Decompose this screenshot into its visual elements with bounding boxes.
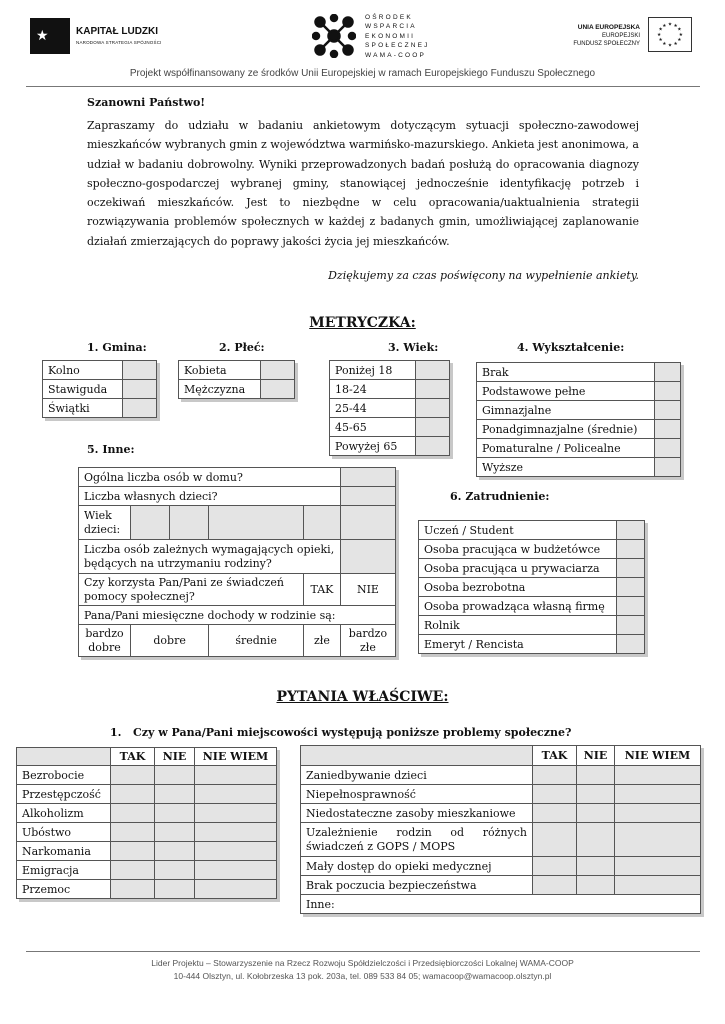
answer-nie-wiem[interactable]: [615, 857, 701, 876]
answer-tak[interactable]: [533, 823, 577, 857]
problem-item-inne[interactable]: Inne:: [301, 895, 701, 914]
pomoc-tak-option[interactable]: TAK: [303, 574, 340, 606]
zatrudnienie-checkbox[interactable]: [617, 578, 645, 597]
svg-text:★: ★: [662, 41, 667, 47]
wiek-checkbox[interactable]: [416, 380, 450, 399]
answer-nie-wiem[interactable]: [615, 876, 701, 895]
eu-line: FUNDUSZ SPOŁECZNY: [573, 41, 640, 47]
question-1: 1. Czy w Pana/Pani miejscowości występują poniższe problemy społeczne?: [110, 726, 572, 739]
zatrudnienie-option: Osoba pracująca u prywaciarza: [419, 559, 617, 578]
pomoc-nie-option[interactable]: NIE: [340, 574, 395, 606]
answer-nie[interactable]: [155, 861, 195, 880]
eu-flag-icon: [648, 17, 692, 52]
osrodek-line: EKONOMII: [365, 32, 416, 40]
problems-left-header-blank: [17, 748, 111, 766]
answer-tak[interactable]: [111, 880, 155, 899]
svg-text:★: ★: [658, 38, 663, 44]
answer-tak[interactable]: [533, 766, 577, 785]
col-tak: TAK: [111, 748, 155, 766]
answer-nie[interactable]: [577, 876, 615, 895]
answer-nie-wiem[interactable]: [195, 880, 277, 899]
wiek-option: 25-44: [330, 399, 416, 418]
svg-text:★: ★: [677, 38, 682, 44]
answer-tak[interactable]: [111, 766, 155, 785]
intro-paragraph: Zapraszamy do udziału w badaniu ankietowym dotyczącym sytuacji społeczno-zawodowej mieszkańców wybranych gmin z województwa warmińsko-mazurskiego. Ankieta jest anonimowa, a udział w badaniu dobrowolny. Wyniki przeprowadzonych badań posłużą do opracowania diagnozy społeczno-gospodarczej wybranej gminy, stanowiącej jednocześnie identyfikację potrzeb i oczekiwań mieszkańców. Jest to niezbędne w celu opracowania/uaktualnienia strategii rozwiązywania problemów społecznych w każdej z badanych gmin, umożliwiającej zaplanowanie działań zmierzających do poprawy jakości życia jej mieszkańców.: [87, 119, 639, 248]
problem-item: Niepełnosprawność: [301, 785, 533, 804]
footer-line-2: 10-444 Olsztyn, ul. Kołobrzeska 13 pok. 203a, tel. 089 533 84 05; wamacoop@wamacoop.olsztyn.pl: [173, 971, 552, 981]
answer-nie[interactable]: [577, 823, 615, 857]
answer-nie[interactable]: [155, 880, 195, 899]
star-icon: ★: [36, 28, 49, 44]
osrodek-line: WAMA-COOP: [365, 51, 427, 59]
col-nie: NIE: [155, 748, 195, 766]
svg-text:★: ★: [667, 43, 673, 49]
answer-nie-wiem[interactable]: [195, 785, 277, 804]
dochody-option[interactable]: złe: [303, 625, 340, 657]
answer-nie-wiem[interactable]: [195, 842, 277, 861]
zatrudnienie-option: Osoba pracująca w budżetówce: [419, 540, 617, 559]
answer-tak[interactable]: [533, 804, 577, 823]
wyksztalcenie-option: Wyższe: [477, 458, 655, 477]
eu-title: UNIA EUROPEJSKA: [577, 24, 640, 31]
wiek-dzieci-label: Wiek dzieci:: [79, 506, 131, 540]
answer-nie[interactable]: [577, 766, 615, 785]
answer-tak[interactable]: [111, 785, 155, 804]
inne-table: [78, 467, 396, 657]
plec-label: 2. Płeć:: [219, 341, 265, 354]
wiek-dziecka-field[interactable]: [170, 506, 209, 540]
wyksztalcenie-option: Pomaturalne / Policealne: [477, 439, 655, 458]
wiek-option: Poniżej 18: [330, 361, 416, 380]
kapital-ludzki-title: KAPITAŁ LUDZKI: [76, 26, 159, 37]
zalezne-field[interactable]: [340, 540, 395, 574]
zalezne-label: Liczba osób zależnych wymagających opieki, będących na utrzymaniu rodziny?: [79, 540, 341, 574]
gmina-checkbox[interactable]: [123, 380, 157, 399]
svg-text:★: ★: [673, 41, 678, 47]
answer-nie-wiem[interactable]: [615, 785, 701, 804]
answer-tak[interactable]: [533, 857, 577, 876]
wiek-checkbox[interactable]: [416, 418, 450, 437]
answer-nie[interactable]: [155, 766, 195, 785]
zatrudnienie-option: Uczeń / Student: [419, 521, 617, 540]
wyksztalcenie-checkbox[interactable]: [655, 420, 681, 439]
answer-nie-wiem[interactable]: [195, 766, 277, 785]
osrodek-line: WSPARCIA: [365, 23, 417, 31]
osrodek-logo-icon: [312, 14, 356, 58]
problem-item: Emigracja: [17, 861, 111, 880]
pomoc-label: Czy korzysta Pan/Pani ze świadczeń pomocy społecznej?: [79, 574, 304, 606]
answer-nie-wiem[interactable]: [195, 804, 277, 823]
plec-checkbox[interactable]: [261, 361, 295, 380]
problem-item: Bezrobocie: [17, 766, 111, 785]
plec-option: Mężczyzna: [179, 380, 261, 399]
zatrudnienie-option: Emeryt / Rencista: [419, 635, 617, 654]
wiek-dziecka-field[interactable]: [131, 506, 170, 540]
wyksztalcenie-checkbox[interactable]: [655, 458, 681, 477]
wiek-option: 18-24: [330, 380, 416, 399]
dochody-option[interactable]: średnie: [209, 625, 304, 657]
svg-text:★: ★: [662, 23, 667, 29]
zatrudnienie-checkbox[interactable]: [617, 635, 645, 654]
answer-nie-wiem[interactable]: [615, 766, 701, 785]
greeting: Szanowni Państwo!: [87, 96, 206, 109]
problems-left-table: [16, 747, 277, 899]
problem-item: Alkoholizm: [17, 804, 111, 823]
svg-text:★: ★: [658, 27, 663, 33]
wyksztalcenie-label: 4. Wykształcenie:: [517, 341, 625, 354]
col-nie-wiem: NIE WIEM: [615, 746, 701, 766]
kapital-ludzki-subtitle: NARODOWA STRATEGIA SPÓJNOŚCI: [76, 40, 162, 45]
zatrudnienie-table: [418, 520, 645, 654]
thanks-line: Dziękujemy za czas poświęcony na wypełnienie ankiety.: [328, 269, 639, 282]
answer-nie-wiem[interactable]: [195, 861, 277, 880]
osrodek-line: OŚRODEK: [365, 14, 413, 21]
gmina-checkbox[interactable]: [123, 399, 157, 418]
footer-divider: [26, 951, 700, 952]
problem-item: Przemoc: [17, 880, 111, 899]
svg-text:★: ★: [657, 32, 662, 38]
answer-tak[interactable]: [533, 785, 577, 804]
problems-right-table: [300, 745, 701, 914]
wiek-option: 45-65: [330, 418, 416, 437]
wyksztalcenie-checkbox[interactable]: [655, 439, 681, 458]
zatrudnienie-option: Osoba prowadząca własną firmę: [419, 597, 617, 616]
answer-tak[interactable]: [111, 861, 155, 880]
zatrudnienie-option: Rolnik: [419, 616, 617, 635]
zatrudnienie-label: 6. Zatrudnienie:: [450, 490, 550, 503]
eu-logo-text: [540, 24, 640, 48]
answer-nie[interactable]: [155, 804, 195, 823]
zatrudnienie-option: Osoba bezrobotna: [419, 578, 617, 597]
answer-tak[interactable]: [111, 823, 155, 842]
wyksztalcenie-option: Ponadgimnazjalne (średnie): [477, 420, 655, 439]
zatrudnienie-checkbox[interactable]: [617, 521, 645, 540]
answer-nie-wiem[interactable]: [195, 823, 277, 842]
wiek-table: [329, 360, 450, 456]
answer-nie-wiem[interactable]: [615, 804, 701, 823]
inne-label: 5. Inne:: [87, 443, 135, 456]
problems-right-header-blank: [301, 746, 533, 766]
dochody-label: Pana/Pani miesięczne dochody w rodzinie są:: [79, 606, 396, 625]
zatrudnienie-checkbox[interactable]: [617, 597, 645, 616]
svg-text:★: ★: [678, 32, 683, 38]
footer-line-1: Lider Projektu – Stowarzyszenie na Rzecz Rozwoju Spółdzielczości i Przedsiębiorczości Lokalnej WAMA-COOP: [151, 958, 574, 968]
gmina-option: Stawiguda: [43, 380, 123, 399]
col-nie: NIE: [577, 746, 615, 766]
wiek-checkbox[interactable]: [416, 399, 450, 418]
problem-item: Brak poczucia bezpieczeństwa: [301, 876, 533, 895]
wiek-option: Powyżej 65: [330, 437, 416, 456]
eu-line: EUROPEJSKI: [601, 33, 640, 39]
wyksztalcenie-checkbox[interactable]: [655, 382, 681, 401]
answer-nie[interactable]: [155, 823, 195, 842]
plec-checkbox[interactable]: [261, 380, 295, 399]
wiek-checkbox[interactable]: [416, 361, 450, 380]
problem-item: Zaniedbywanie dzieci: [301, 766, 533, 785]
plec-table: [178, 360, 295, 399]
gmina-option: Świątki: [43, 399, 123, 418]
answer-nie[interactable]: [155, 842, 195, 861]
answer-tak[interactable]: [533, 876, 577, 895]
osoby-w-domu-field[interactable]: [340, 468, 395, 487]
wiek-dziecka-field[interactable]: [303, 506, 340, 540]
header-divider: [26, 86, 700, 87]
project-funding-line: Projekt współfinansowany ze środków Unii Europejskiej w ramach Europejskiego Funduszu Społecznego: [129, 68, 596, 79]
wiek-dziecka-field[interactable]: [340, 506, 395, 540]
col-nie-wiem: NIE WIEM: [195, 748, 277, 766]
wyksztalcenie-checkbox[interactable]: [655, 401, 681, 420]
kapital-ludzki-logo: [30, 18, 70, 54]
answer-nie[interactable]: [577, 857, 615, 876]
gmina-table: [42, 360, 157, 418]
dochody-option[interactable]: bardzo dobre: [79, 625, 131, 657]
svg-text:★: ★: [673, 23, 678, 29]
plec-option: Kobieta: [179, 361, 261, 380]
answer-nie[interactable]: [577, 785, 615, 804]
gmina-label: 1. Gmina:: [87, 341, 147, 354]
answer-nie-wiem[interactable]: [615, 823, 701, 857]
answer-nie[interactable]: [155, 785, 195, 804]
problem-item: Uzależnienie rodzin od różnych świadczeń z GOPS / MOPS: [301, 823, 533, 857]
answer-tak[interactable]: [111, 842, 155, 861]
wyksztalcenie-table: [476, 362, 681, 477]
zatrudnienie-checkbox[interactable]: [617, 559, 645, 578]
problem-item: Ubóstwo: [17, 823, 111, 842]
svg-text:★: ★: [677, 27, 682, 33]
osrodek-logo-text: [365, 13, 430, 60]
problem-item: Mały dostęp do opieki medycznej: [301, 857, 533, 876]
wyksztalcenie-option: Gimnazjalne: [477, 401, 655, 420]
wyksztalcenie-option: Podstawowe pełne: [477, 382, 655, 401]
answer-nie[interactable]: [577, 804, 615, 823]
wiek-dziecka-field[interactable]: [209, 506, 304, 540]
gmina-checkbox[interactable]: [123, 361, 157, 380]
col-tak: TAK: [533, 746, 577, 766]
osrodek-line: SPOŁECZNEJ: [365, 42, 430, 50]
metryczka-heading: METRYCZKA:: [309, 315, 416, 331]
answer-tak[interactable]: [111, 804, 155, 823]
dochody-option[interactable]: bardzo złe: [340, 625, 395, 657]
zatrudnienie-checkbox[interactable]: [617, 616, 645, 635]
problem-item: Narkomania: [17, 842, 111, 861]
svg-text:★: ★: [667, 22, 673, 28]
pytania-heading: PYTANIA WŁAŚCIWE:: [276, 689, 449, 705]
osoby-w-domu-label: Ogólna liczba osób w domu?: [79, 468, 341, 487]
wiek-label: 3. Wiek:: [388, 341, 439, 354]
wiek-checkbox[interactable]: [416, 437, 450, 456]
dzieci-field[interactable]: [340, 487, 395, 506]
zatrudnienie-checkbox[interactable]: [617, 540, 645, 559]
problem-item: Niedostateczne zasoby mieszkaniowe: [301, 804, 533, 823]
dzieci-label: Liczba własnych dzieci?: [79, 487, 341, 506]
problem-item: Przestępczość: [17, 785, 111, 804]
wyksztalcenie-checkbox[interactable]: [655, 363, 681, 382]
wyksztalcenie-option: Brak: [477, 363, 655, 382]
gmina-option: Kolno: [43, 361, 123, 380]
dochody-option[interactable]: dobre: [131, 625, 209, 657]
